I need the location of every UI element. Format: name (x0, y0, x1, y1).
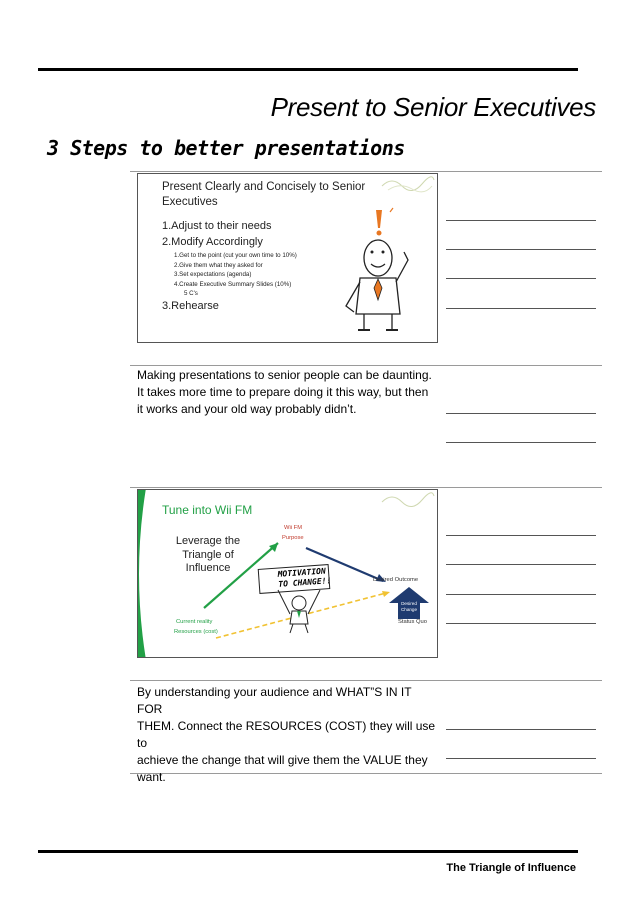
note-line-text: By understanding your audience and WHAT”S IN IT FOR (137, 685, 412, 716)
top-rule (38, 68, 578, 71)
banner-line: MOTIVATION (277, 566, 327, 579)
businessman-illustration (338, 202, 420, 334)
label-wii-fm: Wii FM (284, 525, 303, 531)
divider (130, 365, 602, 366)
leverage-line: Influence (185, 562, 231, 574)
list-item: 2.Give them what they asked for (174, 261, 263, 269)
slide1-step2: 2.Modify Accordingly (162, 236, 263, 248)
slide-thumbnail-1 (137, 173, 438, 343)
label-status-quo: Status Quo (398, 619, 428, 625)
leverage-line: Triangle of (182, 548, 234, 561)
slide2-title: Tune into Wii FM (162, 503, 253, 517)
section-subtitle: 3 Steps to better presentations (47, 136, 405, 160)
note-line (446, 249, 596, 250)
label-purpose: Purpose (282, 535, 304, 541)
slide1-step3: 3.Rehearse (162, 300, 219, 312)
footer-text: The Triangle of Influence (446, 862, 576, 874)
note-line-text: want. (137, 770, 166, 784)
note-text-1 (137, 367, 437, 418)
note-line (446, 729, 596, 730)
note-line-text: achieve the change that will give them the VALUE they (137, 753, 428, 767)
divider (130, 171, 602, 172)
label-current-reality: Current reality (176, 619, 213, 625)
list-item: 3.Set expectations (agenda) (174, 271, 252, 278)
note-line-text: it works and your old way probably didn’t. (137, 402, 357, 416)
banner-motivation (277, 566, 331, 590)
note-line-text: It takes more time to prepare doing it this way, but then (137, 385, 429, 399)
note-line (446, 442, 596, 443)
note-text-2 (137, 684, 437, 786)
label-resources: Resources (cost) (174, 629, 218, 635)
note-line (446, 278, 596, 279)
list-item: 1.Get to the point (cut your own time to 10%) (174, 252, 297, 259)
scribble-decoration (378, 174, 436, 194)
desired-change-line: Desired (401, 601, 417, 606)
slide1-title (162, 180, 365, 210)
slide-thumbnail-2 (137, 489, 438, 658)
slide1-title-line2: Executives (162, 196, 218, 208)
note-line (446, 758, 596, 759)
note-line (446, 535, 596, 536)
label-desired-outcome: Desired Outcome (373, 577, 419, 583)
note-line (446, 220, 596, 221)
note-line-text: THEM. Connect the RESOURCES (COST) they will use to (137, 719, 436, 750)
divider (130, 487, 602, 488)
slide1-step1: 1.Adjust to their needs (162, 220, 272, 232)
label-desired-change (396, 601, 422, 613)
note-line (446, 594, 596, 595)
desired-change-line: Change (400, 607, 418, 612)
banner-line: TO CHANGE!! (278, 576, 332, 589)
list-item-note: 5 C's (184, 290, 198, 297)
note-line (446, 564, 596, 565)
note-line (446, 413, 596, 414)
slide1-title-line1: Present Clearly and Concisely to Senior (162, 181, 366, 193)
bottom-rule (38, 850, 578, 853)
note-line (446, 308, 596, 309)
divider (130, 680, 602, 681)
note-line (446, 623, 596, 624)
note-line-text: Making presentations to senior people can be daunting. (137, 368, 432, 382)
leverage-line: Leverage the (175, 535, 241, 547)
page-title: Present to Senior Executives (270, 92, 596, 122)
list-item: 4.Create Executive Summary Slides (10%) (174, 280, 292, 288)
slide1-sub-list (174, 251, 297, 299)
